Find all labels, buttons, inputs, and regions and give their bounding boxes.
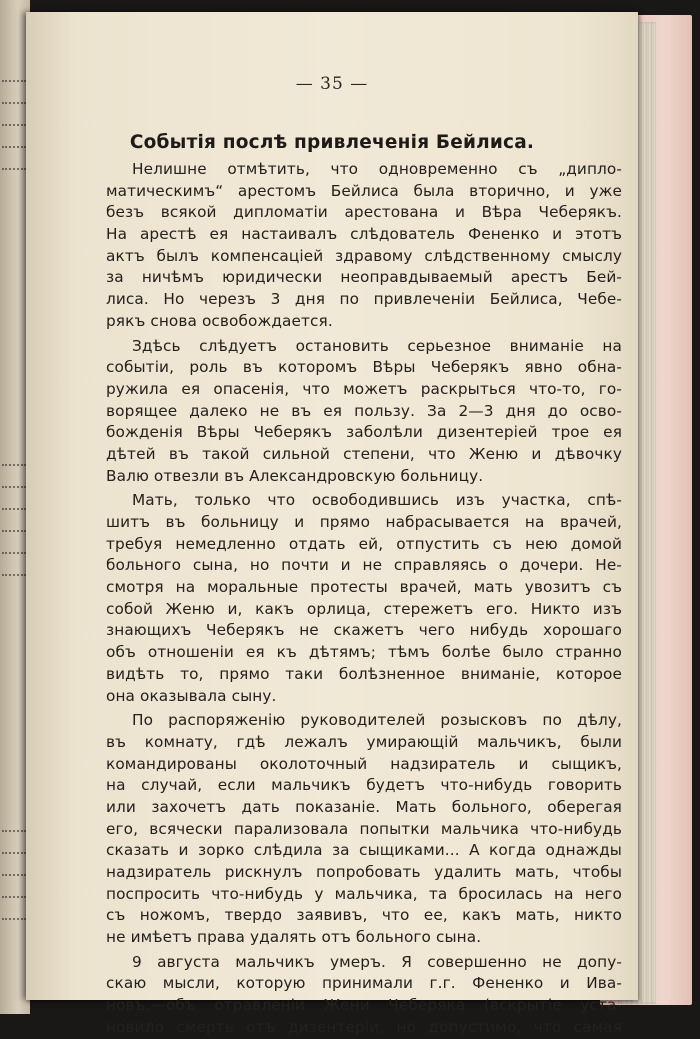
text-line: собой Женю и, какъ орлица, стережетъ его. Никто изъ (106, 599, 622, 618)
body-text (106, 159, 622, 1039)
facing-page-text-fragment (2, 124, 26, 136)
facing-page-text-fragment (2, 552, 26, 564)
text-line: объ отношеніи ея къ дѣтямъ; тѣмъ болѣе было странно (106, 643, 622, 662)
text-line: смотря на моральные протесты врачей, мать увозитъ съ (106, 578, 622, 597)
paragraph (106, 336, 622, 488)
book-page (26, 12, 638, 1036)
text-line: безъ всякой дипломатіи арестована и Вѣра Чеберякъ. (106, 203, 622, 222)
text-line: дѣтей въ такой сильной степени, что Женю и дѣвочку (106, 444, 622, 463)
text-line: или захочетъ дать показаніе. Мать больного, оберегая (106, 797, 622, 816)
facing-page-text-fragment (2, 896, 26, 908)
text-line: Нелишне отмѣтить, что одновременно съ „дипло- (132, 160, 622, 178)
facing-page-text-fragment (2, 874, 26, 886)
text-line: на случай, если мальчикъ будетъ что-нибудь говорить (106, 776, 622, 795)
text-line: новило смерть отъ дизентеріи, но допустимо, что самая (106, 1017, 622, 1036)
text-line: 9 августа мальчикъ умеръ. Я совершенно не допу- (132, 952, 622, 971)
facing-page-text-fragment (2, 80, 26, 92)
text-line: командированы околоточный надзиратель и сыщикъ, (106, 754, 622, 773)
text-line: сказать и зорко слѣдила за сыщиками... А когда однажды (106, 841, 622, 860)
text-line: съ ножомъ, твердо заявивъ, что ее, какъ мать, никто (106, 906, 622, 925)
text-line: за ничѣмъ юридически неоправдываемый арестъ Бей- (106, 268, 622, 287)
text-line: матическимъ“ арестомъ Бейлиса была вторично, и уже (106, 181, 622, 200)
facing-page-text-fragment (2, 852, 26, 864)
text-line: требуя немедленно отдать ей, отпустить съ нею домой (106, 534, 622, 553)
paragraph (106, 159, 622, 333)
facing-page-text-fragment (2, 918, 26, 930)
facing-page-text-fragment (2, 530, 26, 542)
text-line: видѣть то, прямо таки болѣзненное вниманіе, которое (106, 664, 622, 683)
text-line: Здѣсь слѣдуетъ остановить серьезное вниманіе на (132, 336, 622, 355)
text-line: ворящее далеко не въ ея пользу. За 2—3 дня до осво- (106, 401, 622, 420)
facing-page-text-fragment (2, 830, 26, 842)
text-line: ружила ея опасенія, что можетъ раскрыться что-то, го- (106, 379, 622, 398)
text-line: знающихъ Чеберякъ не скажетъ чего нибудь хорошаго (106, 621, 622, 640)
text-line: Валю отвезли въ Александровскую больницу. (106, 466, 484, 485)
text-line: шитъ въ больницу и прямо набрасывается на врачей, (106, 513, 622, 531)
page-number: — 35 — (295, 74, 369, 94)
paragraph (106, 490, 622, 707)
text-line: событіи, роль въ которомъ Вѣры Чеберякъ явно обна- (106, 358, 622, 377)
facing-page-text-fragment (2, 574, 26, 586)
text-line: надзиратель рискнулъ попробовать удалить мать, чтобы (106, 863, 622, 881)
facing-page-text-fragment (2, 464, 26, 476)
text-line: Мать, только что освободившись изъ участка, спѣ- (132, 491, 622, 510)
text-line: скаю мысли, которую принимали г.г. Фененко и Ива- (106, 974, 622, 993)
section-heading: Событія послѣ привлеченія Бейлиса. (129, 132, 535, 153)
text-line: По распоряженію руководителей розысковъ по дѣлу, (132, 711, 622, 730)
facing-page-text-fragment (2, 486, 26, 498)
facing-page-text-fragment (2, 146, 26, 158)
text-line: она оказывала сыну. (106, 686, 277, 705)
text-line: рякъ снова освобождается. (106, 311, 333, 330)
text-line: поспросить что-нибудь у мальчика, та бросилась на него (106, 884, 622, 903)
text-line: актъ былъ компенсаціей здравому слѣдственному смыслу (106, 246, 622, 265)
text-line: не имѣетъ права удалять отъ больного сына. (106, 928, 482, 947)
text-line: больного сына, но почти и не справляясь о дочери. Не- (106, 556, 622, 575)
facing-page-text-fragment (2, 102, 26, 114)
text-line: На арестѣ ея настаивалъ слѣдователь Фененко и этотъ (106, 225, 622, 244)
text-line: лиса. Но черезъ 3 дня по привлеченіи Бейлиса, Чебе- (106, 290, 622, 309)
text-line: въ комнату, гдѣ лежалъ умирающій мальчикъ, были (106, 732, 622, 751)
facing-page-text-fragment (2, 168, 26, 180)
facing-page-text-fragment (2, 508, 26, 520)
text-line: его, всячески парализовала попытки мальчика что-нибудь (106, 819, 622, 838)
paragraph (106, 952, 622, 1039)
paragraph (106, 710, 622, 949)
text-line: божденія Вѣры Чеберякъ заболѣли дизентеріей трое ея (106, 423, 622, 442)
text-line: новъ,—объ отравленіи Жени Чеберяка (вскрытіе уста- (106, 996, 622, 1015)
